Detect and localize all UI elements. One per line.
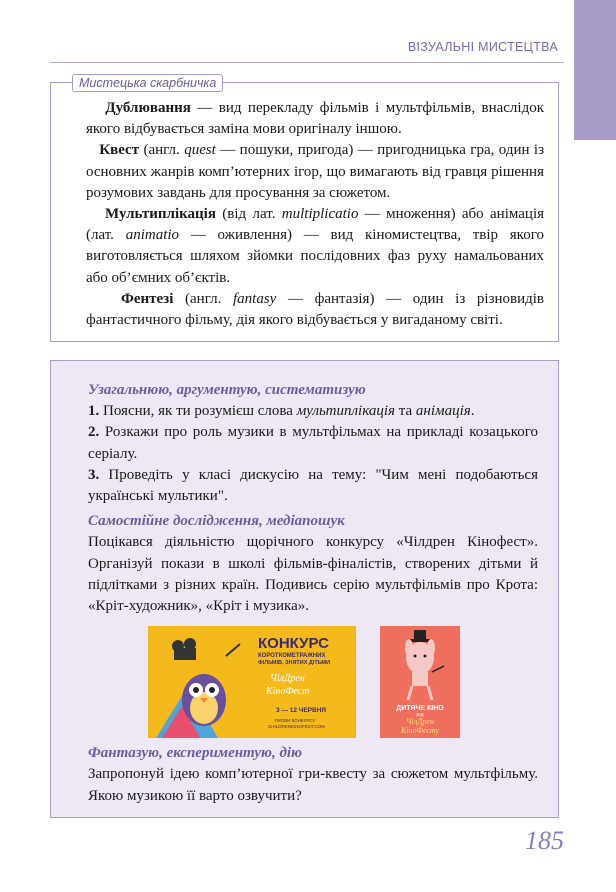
section-heading: Фантазую, експериментую, дію: [88, 745, 303, 762]
glossary-title: Мистецька скарбничка: [72, 74, 223, 92]
task-item: 3. Проведіть у класі дискусію на тему: "Чим мені подобаються українські мультики".: [88, 466, 538, 505]
tasks-text: [88, 378, 538, 807]
poster-logo: ЧілДрен: [270, 673, 305, 684]
task-paragraph: Поцікався діяльністю щорічного конкурсу «Чілдрен Кінофест». Організуй покази в школі фільмів-фіналістів, створених дітьми й підлітками з різних країн. Подивись серію мультфільмів про Крота: «Кріт-художник», «Кріт і музика».: [88, 534, 538, 615]
task-item: 2. Розкажи про роль музики в мультфільмах на прикладі козацького серіалу.: [88, 424, 538, 462]
poster2-line1: ДИТЯЧЕ КІНО: [396, 705, 444, 712]
header-rule: [50, 62, 564, 63]
task-item: 1. Поясни, як ти розумієш слова мультиплікація та анімація.: [88, 403, 475, 420]
glossary-entry: Мультиплікація (від лат. multiplicatio — множення) або анімація (лат. animatio — оживлення) — вид кіномистецтва, твір якого виготовляється шляхом зйомки послідовних фаз руху намальованих або об’ємних об’єктів.: [86, 206, 545, 286]
kids-film-poster-art: [380, 626, 460, 738]
poster-url: CHILDRENKINOFEST.COM: [268, 724, 325, 729]
glossary-entry: Фентезі (англ. fantasy — фантазія) — один із різновидів фантастичного фільму, дія якого відбувається у вигаданому світі.: [86, 290, 545, 329]
contest-poster-image: [148, 626, 356, 738]
glossary-entry: Дублювання — вид перекладу фільмів і мультфільмів, внаслідок якого відбувається заміна мови оригіналу іншою.: [86, 100, 545, 138]
poster-title: КОНКУРС: [258, 635, 329, 652]
glossary-term: Дублювання: [105, 100, 191, 116]
kids-film-poster-image: [380, 626, 460, 738]
glossary-term: Мультиплікація: [105, 206, 216, 223]
glossary-entry: Квест (англ. quest — пошуки, пригода) — пригодницька гра, один із основних жанрів комп’ютерних ігор, що вимагають від гравця рішення розумових завдань для просування за сюжетом.: [86, 142, 545, 201]
page-number: 185: [525, 826, 564, 855]
poster-subtitle: КОРОТКОМЕТРАЖНИХ: [258, 653, 326, 659]
section-heading: Узагальнюю, аргументую, систематизую: [88, 382, 366, 398]
task-paragraph: Запропонуй ідею комп’ютерної гри-квесту за сюжетом мультфільму. Якою музикою її варто озвучити?: [88, 766, 538, 804]
contest-poster-art: [148, 626, 356, 738]
glossary-text: [86, 98, 544, 331]
glossary-term: Фентезі: [120, 290, 174, 307]
chapter-tab: [574, 0, 616, 140]
glossary-term: Квест: [99, 142, 140, 159]
poster2-line2: ВІД: [416, 712, 424, 717]
subject-header: ВІЗУАЛЬНІ МИСТЕЦТВА: [407, 40, 558, 54]
poster-subtitle: ФІЛЬМІВ, ЗНЯТИХ ДІТЬМИ: [258, 660, 331, 666]
poster-rules: УМОВИ КОНКУРСУ: [274, 718, 316, 723]
poster-logo: КіноФест: [266, 686, 310, 697]
section-heading: Самостійне дослідження, медіапошук: [88, 513, 345, 530]
poster-dates: 3 — 12 ЧЕРВНЯ: [276, 707, 327, 714]
poster2-logo: КіноФесту: [400, 726, 440, 735]
poster2-logo: ЧілДрен: [406, 717, 434, 726]
